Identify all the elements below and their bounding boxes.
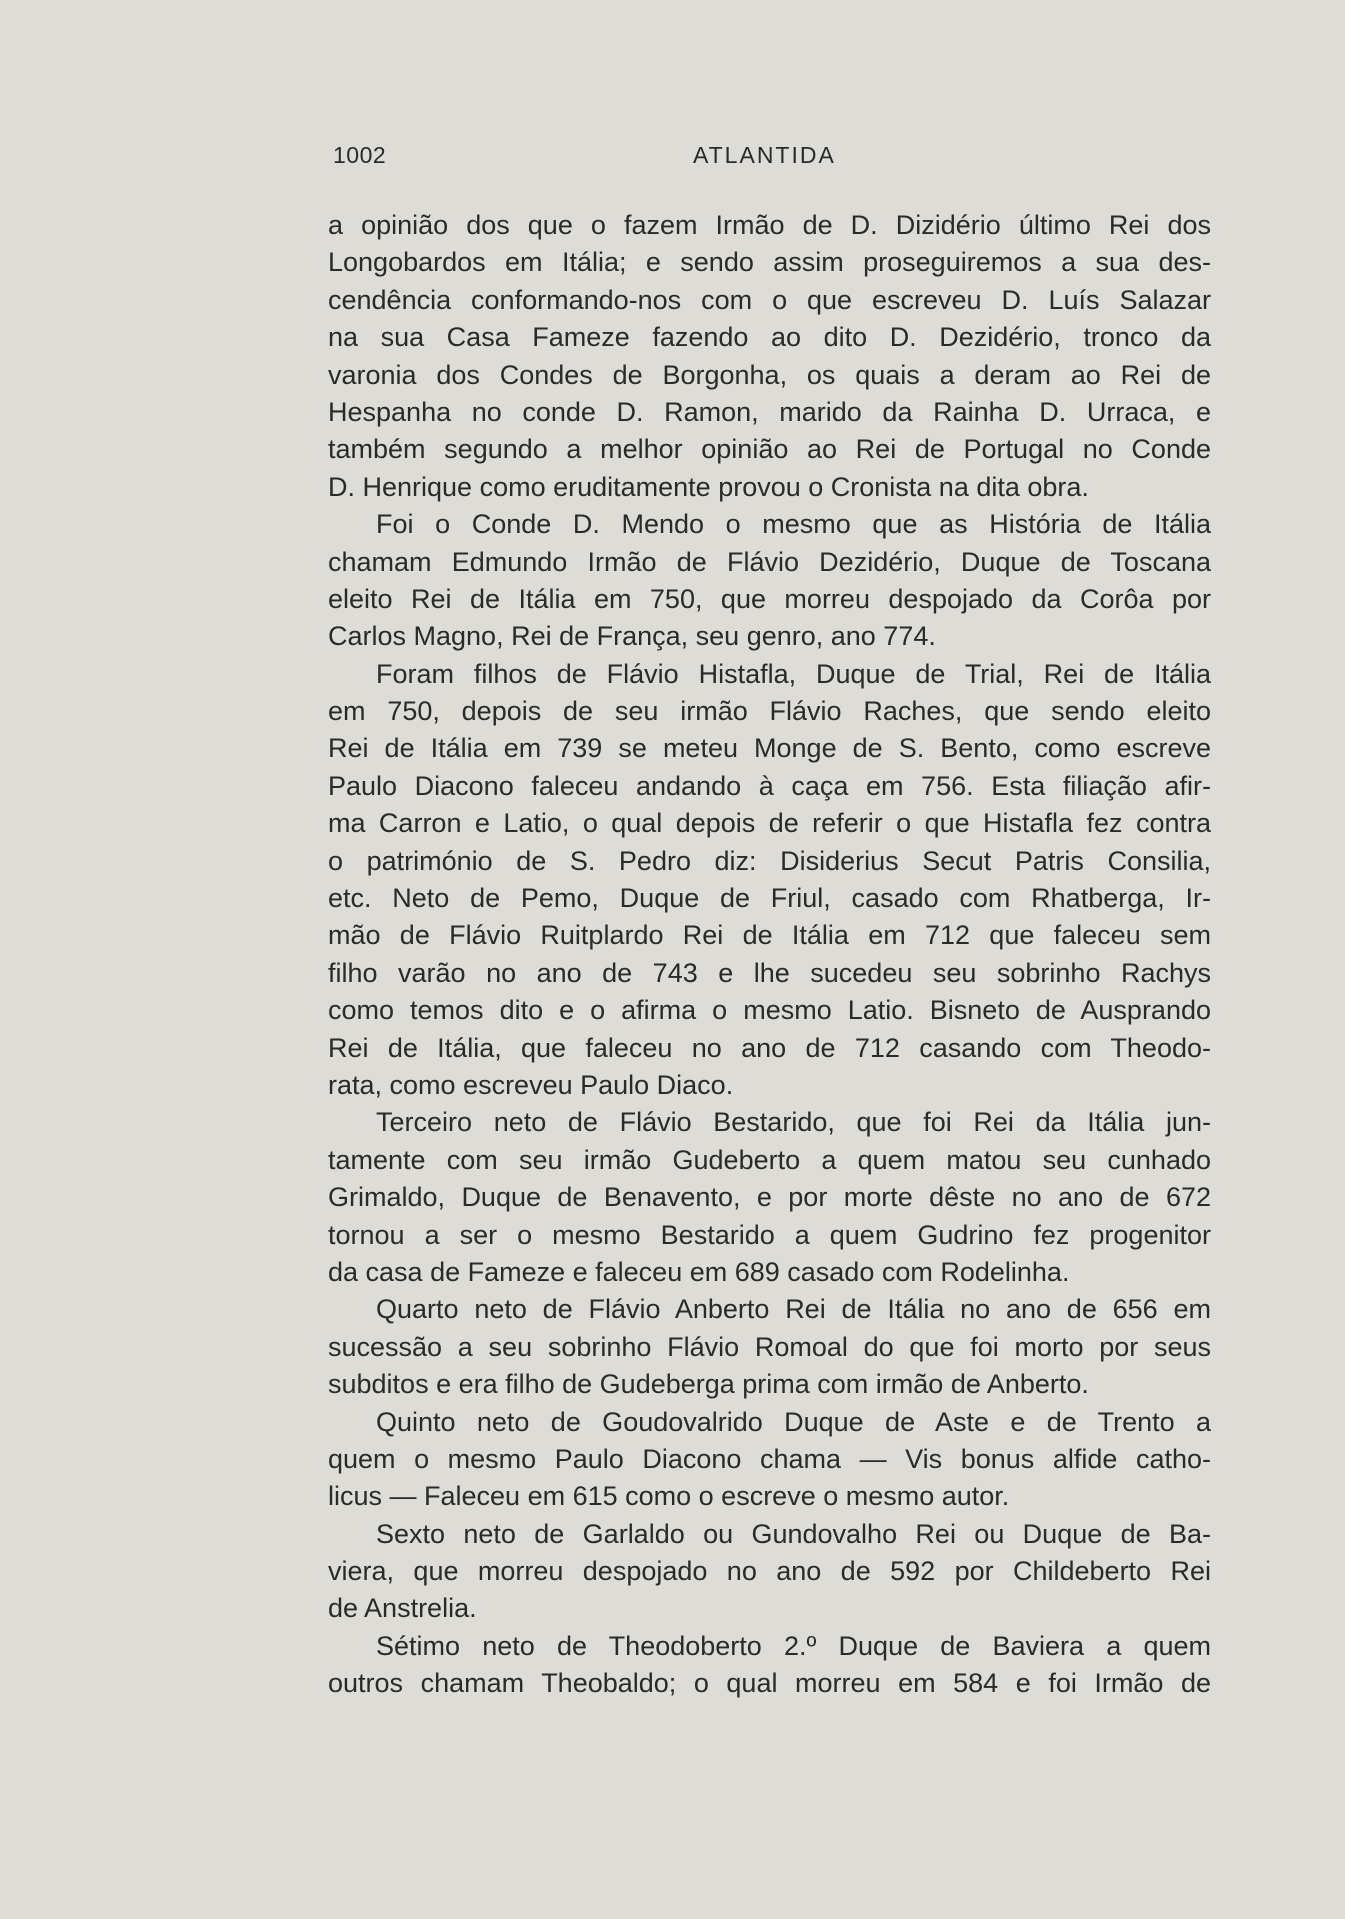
text-line: Carlos Magno, Rei de França, seu genro, ano 774.	[328, 621, 936, 652]
text-line: Grimaldo, Duque de Benavento, e por morte dêste no ano de 672	[328, 1182, 1211, 1213]
text-line: quem o mesmo Paulo Diacono chama — Vis bonus alfide catho-	[328, 1443, 1211, 1474]
text-line: a opinião dos que o fazem Irmão de D. Dizidério último Rei dos	[328, 210, 1211, 240]
text-line: tamente com seu irmão Gudeberto a quem matou seu cunhado	[328, 1144, 1211, 1175]
text-line: ma Carron e Latio, o qual depois de referir o que Histafla fez contra	[328, 808, 1211, 839]
running-title: ATLANTIDA	[693, 142, 836, 168]
text-line: Longobardos em Itália; e sendo assim proseguiremos a sua des-	[328, 247, 1211, 278]
text-line: de Anstrelia.	[328, 1593, 477, 1624]
text-line: Terceiro neto de Flávio Bestarido, que foi Rei da Itália jun-	[376, 1107, 1211, 1138]
text-line: tornou a ser o mesmo Bestarido a quem Gudrino fez progenitor	[328, 1219, 1211, 1250]
text-line: Sexto neto de Garlaldo ou Gundovalho Rei ou Duque de Ba-	[376, 1518, 1211, 1549]
text-line: subditos e era filho de Gudeberga prima com irmão de Anberto.	[328, 1369, 1089, 1400]
text-line: da casa de Fameze e faleceu em 689 casado com Rodelinha.	[328, 1256, 1070, 1287]
text-line: Foi o Conde D. Mendo o mesmo que as História de Itália	[376, 509, 1211, 540]
text-line: mão de Flávio Ruitplardo Rei de Itália em 712 que faleceu sem	[328, 920, 1211, 951]
text-line: em 750, depois de seu irmão Flávio Raches, que sendo eleito	[328, 696, 1211, 727]
text-line: rata, como escreveu Paulo Diaco.	[328, 1069, 734, 1100]
text-line: chamam Edmundo Irmão de Flávio Dezidério, Duque de Toscana	[328, 546, 1211, 577]
text-line: na sua Casa Fameze fazendo ao dito D. Dezidério, tronco da	[328, 322, 1211, 353]
text-line: sucessão a seu sobrinho Flávio Romoal do que foi morto por seus	[328, 1331, 1211, 1362]
page-header	[333, 142, 1213, 176]
text-line: varonia dos Condes de Borgonha, os quais a deram ao Rei de	[328, 359, 1211, 390]
text-line: Quinto neto de Goudovalrido Duque de Aste e de Trento a	[376, 1406, 1211, 1437]
text-line: outros chamam Theobaldo; o qual morreu em 584 e foi Irmão de	[328, 1668, 1211, 1699]
text-line: como temos dito e o afirma o mesmo Latio. Bisneto de Ausprando	[328, 995, 1211, 1026]
text-line: o património de S. Pedro diz: Disiderius Secut Patris Consilia,	[328, 845, 1211, 876]
body-text	[328, 207, 1211, 1703]
text-line: Rei de Itália em 739 se meteu Monge de S. Bento, como escreve	[328, 733, 1211, 764]
text-line: Rei de Itália, que faleceu no ano de 712 casando com Theodo-	[328, 1032, 1211, 1063]
text-line: Paulo Diacono faleceu andando à caça em 756. Esta filiação afir-	[328, 770, 1211, 801]
text-line: Sétimo neto de Theodoberto 2.º Duque de Baviera a quem	[376, 1630, 1211, 1661]
text-line: Hespanha no conde D. Ramon, marido da Rainha D. Urraca, e	[328, 396, 1211, 427]
text-line: também segundo a melhor opinião ao Rei de Portugal no Conde	[328, 434, 1211, 465]
text-line: cendência conformando-nos com o que escreveu D. Luís Salazar	[328, 284, 1211, 315]
text-line: eleito Rei de Itália em 750, que morreu despojado da Corôa por	[328, 583, 1211, 614]
text-line: D. Henrique como eruditamente provou o Cronista na dita obra.	[328, 471, 1089, 502]
page-number: 1002	[333, 142, 387, 168]
text-line: Foram filhos de Flávio Histafla, Duque de Trial, Rei de Itália	[376, 658, 1211, 689]
text-line: filho varão no ano de 743 e lhe sucedeu seu sobrinho Rachys	[328, 957, 1211, 988]
text-line: etc. Neto de Pemo, Duque de Friul, casado com Rhatberga, Ir-	[328, 883, 1211, 914]
text-line: viera, que morreu despojado no ano de 592 por Childeberto Rei	[328, 1556, 1211, 1587]
text-line: licus — Faleceu em 615 como o escreve o mesmo autor.	[328, 1481, 1010, 1512]
text-line: Quarto neto de Flávio Anberto Rei de Itália no ano de 656 em	[376, 1294, 1211, 1325]
